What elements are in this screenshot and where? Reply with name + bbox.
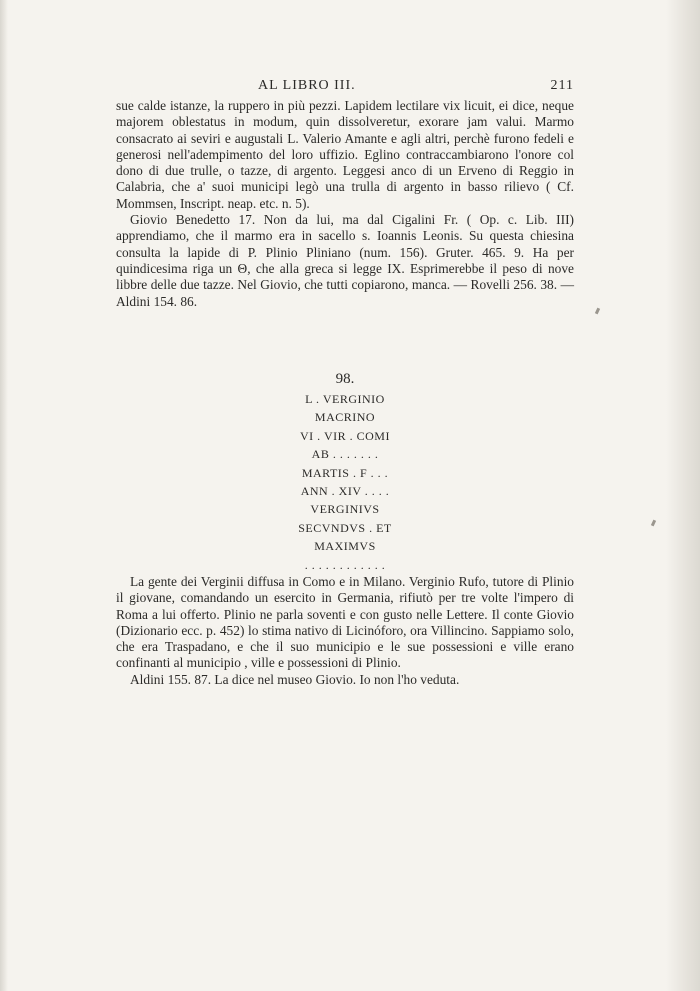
paragraph-aldini: Aldini 155. 87. La dice nel museo Giovio. Io non l'ho veduta. — [130, 671, 460, 687]
paragraph-giovio: Giovio Benedetto 17. Non da lui, ma dal Cigalini Fr. ( Op. c. Lib. III) apprendiamo, che il marmo era in sacello s. Ioannis Leonis. Su questa chiesina consulta la lapide di P. Plinio Pliniano (num. 156). Gruter. 465. 9. Ha per quindicesima riga un Θ, che alla greca si legge IX. Esprimerebbe il peso di nove libbre delle due tazze. Nel Giovio, che tutti copiarono, manca. — Rovelli 256. 38. — Aldini 154. 86. — [116, 212, 574, 309]
scan-speck — [651, 520, 656, 527]
paragraph-verginii: La gente dei Verginii diffusa in Como e in Milano. Verginio Rufo, tutore di Plinio il giovane, comandando un esercito in Germania, rifiutò per tre volte l'impero di Roma a lui offerto. Plinio ne parla soventi e con gusto nelle Lettere. Il conte Giovio (Dizionario ecc. p. 452) lo stima nativo di Licinóforo, ora Villincino. Sappiamo solo, che era Traspadano, e che il suo municipio e le sue possessioni e ville erano confinanti al municipio , ville e possessioni di Plinio. — [116, 574, 574, 671]
inscription-line: VI . VIR . COMI — [300, 428, 390, 443]
inscription-line: SECVNDVS . ET — [298, 520, 392, 535]
commentary-block-bottom — [116, 574, 574, 688]
inscription-98 — [116, 369, 574, 574]
inscription-line: L . VERGINIO — [305, 392, 385, 406]
inscription-line: . . . . . . . . . . . . — [304, 557, 386, 572]
inscription-line: AB . . . . . . . — [311, 447, 379, 462]
scan-speck — [595, 308, 600, 315]
inscription-line: MAXIMVS — [314, 539, 376, 554]
page-left-edge — [0, 0, 8, 991]
running-title: AL LIBRO III. — [258, 78, 356, 93]
paragraph-lapidem: sue calde istanze, la ruppero in più pezzi. Lapidem lectilare vix licuit, ei dice, neque majorem oblestatus in modum, quin dissolveretur, exorare jam valui. Marmo consacrato ai seviri e augustali L. Valerio Amante e agli altri, perchè furono fedeli e generosi nell'adempimento del loro uffizio. Eglino contraccambiarono l'onore col dono di due trulle, o tazze, di argento. Leggesi anco di un Erveno di Reggio in Calabria, che a' suoi municipi legò una trulla di argento in basso rilievo ( Cf. Mommsen, Inscript. neap. etc. n. 5). — [116, 98, 574, 211]
inscription-line: MARTIS . F . . . — [301, 465, 389, 480]
inscription-number: 98. — [335, 371, 355, 387]
page-header — [116, 78, 574, 98]
commentary-block-top — [116, 98, 574, 310]
inscription-line: VERGINIVS — [310, 502, 380, 517]
page-right-edge — [666, 0, 700, 991]
page-number: 211 — [550, 78, 574, 93]
inscription-line: MACRINO — [314, 410, 376, 425]
inscription-line: ANN . XIV . . . . — [300, 484, 390, 499]
